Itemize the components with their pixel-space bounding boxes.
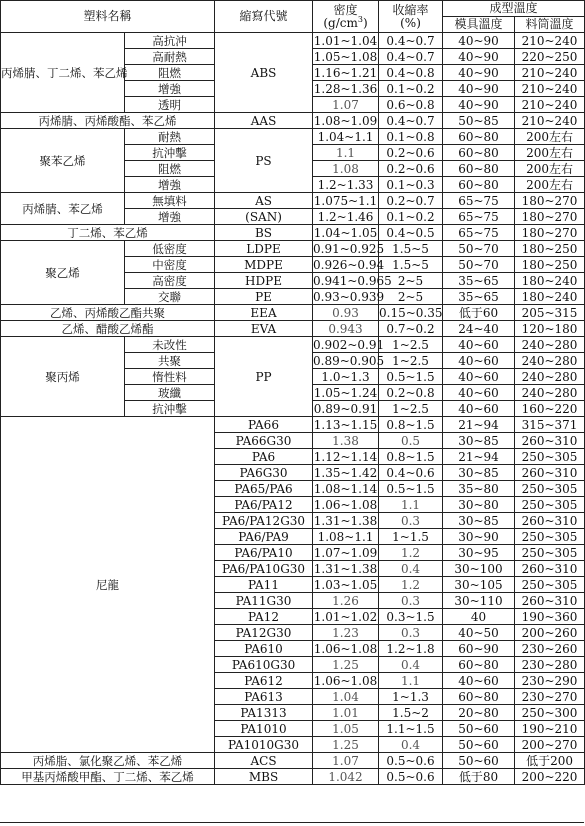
- density-value: 1.06~1.08: [313, 497, 378, 512]
- barrel-temperature: 250~305: [515, 481, 585, 497]
- shrinkage-value: 0.5~1.5: [379, 481, 443, 497]
- plastic-grade: 增強: [125, 209, 215, 225]
- shrinkage-value: 1.1: [379, 497, 443, 513]
- barrel-temperature: 190~360: [515, 609, 585, 625]
- plastic-name: 丙烯腈、丙烯酸酯、苯乙烯: [1, 113, 215, 129]
- mold-temperature: 40~60: [443, 353, 515, 369]
- barrel-temperature: 250~305: [515, 577, 585, 593]
- header-density-unit-pre: (g/cm: [323, 15, 358, 30]
- header-barrel-temp: 料筒溫度: [515, 17, 585, 33]
- plastic-grade: 高耐熱: [125, 49, 215, 65]
- density-value: 1.0~1.3: [313, 369, 379, 385]
- abbreviation-code: PA6/PA10: [215, 545, 313, 561]
- density-value: 1.04: [313, 689, 379, 705]
- shrinkage-value: 0.5~1.5: [379, 369, 443, 385]
- plastic-grade: 增強: [125, 81, 215, 97]
- density-value: 0.941~0.965: [313, 273, 392, 288]
- abbreviation-code: ABS: [215, 33, 313, 113]
- abbreviation-code: PA6/PA12G30: [215, 513, 313, 529]
- plastic-grade: 增強: [125, 177, 215, 193]
- shrinkage-value: 0.7~0.2: [379, 321, 443, 337]
- plastic-grade: 低密度: [125, 241, 215, 257]
- shrinkage-value: 0.4~0.5: [379, 225, 443, 241]
- mold-temperature: 20~80: [443, 705, 515, 721]
- header-density: [313, 1, 379, 33]
- barrel-temperature: 315~371: [515, 417, 585, 433]
- table-row: [1, 225, 585, 241]
- shrinkage-value: 1~2.5: [379, 353, 443, 369]
- plastic-grade: 無填料: [125, 193, 215, 209]
- density-value: 1.26: [313, 593, 379, 609]
- mold-temperature: 50~60: [443, 737, 515, 753]
- abbreviation-code: PA612: [215, 673, 313, 689]
- plastic-name: 乙烯、醋酸乙烯酯: [1, 321, 215, 337]
- header-density-title: 密度: [333, 2, 358, 17]
- plastic-group: 丙烯腈、丁二烯、苯乙烯: [1, 33, 125, 113]
- density-value: 1.2~1.46: [313, 209, 379, 225]
- density-value: 0.89~0.91: [313, 401, 378, 416]
- plastic-group: 聚乙烯: [1, 241, 125, 305]
- plastic-grade: 抗沖擊: [125, 145, 215, 161]
- mold-temperature: 60~80: [443, 177, 515, 193]
- barrel-temperature: 180~270: [515, 225, 585, 241]
- shrinkage-value: 0.3: [379, 593, 443, 609]
- density-value: 1.01~1.02: [313, 609, 378, 624]
- mold-temperature: 40~90: [443, 81, 515, 97]
- mold-temperature: 30~85: [443, 465, 515, 481]
- shrinkage-value: 0.3~1.5: [379, 609, 443, 625]
- density-value: 1.16~1.21: [313, 65, 378, 80]
- barrel-temperature: 200左右: [515, 177, 585, 193]
- shrinkage-value: 0.4~0.7: [379, 113, 443, 129]
- density-value: 1.12~1.14: [313, 449, 378, 464]
- barrel-temperature: 180~270: [515, 209, 585, 225]
- mold-temperature: 65~75: [443, 209, 515, 225]
- density-value: 1.07: [313, 97, 379, 113]
- plastic-grade: 中密度: [125, 257, 215, 273]
- density-value: 1.31~1.38: [313, 513, 378, 528]
- plastic-name: 乙烯、丙烯酸乙酯共聚: [1, 305, 215, 321]
- density-value: 0.943: [313, 321, 379, 337]
- shrinkage-value: 0.2~0.8: [379, 385, 443, 401]
- shrinkage-value: 1~1.3: [379, 689, 443, 705]
- barrel-temperature: 210~240: [515, 97, 585, 113]
- header-mold-temp: 模具溫度: [443, 17, 515, 33]
- density-value: 1.1: [313, 145, 379, 161]
- abbreviation-code: EEA: [215, 305, 313, 321]
- shrinkage-value: 1.5~5: [379, 241, 443, 257]
- mold-temperature: 40~50: [443, 625, 515, 641]
- abbreviation-code: ACS: [215, 753, 313, 769]
- barrel-temperature: 260~310: [515, 561, 585, 577]
- density-value: 1.28~1.36: [313, 81, 378, 96]
- shrinkage-value: 0.8~1.5: [379, 449, 443, 465]
- density-value: 1.07: [313, 753, 379, 769]
- density-value: 1.25: [313, 737, 379, 753]
- abbreviation-code: MBS: [215, 769, 313, 785]
- barrel-temperature: 230~260: [515, 641, 585, 657]
- shrinkage-value: 0.3: [379, 513, 443, 529]
- barrel-temperature: 240~280: [515, 385, 585, 401]
- shrinkage-value: 0.1~0.2: [379, 209, 443, 225]
- shrinkage-value: 0.8~1.5: [379, 417, 443, 433]
- plastic-group: 聚丙烯: [1, 337, 125, 417]
- abbreviation-code: PA6: [215, 449, 313, 465]
- barrel-temperature: 230~280: [515, 657, 585, 673]
- abbreviation-code: PA11G30: [215, 593, 313, 609]
- mold-temperature: 30~85: [443, 433, 515, 449]
- barrel-temperature: 210~240: [515, 81, 585, 97]
- mold-temperature: 40~90: [443, 33, 515, 49]
- abbreviation-code: PA6/PA9: [215, 529, 313, 545]
- barrel-temperature: 200~260: [515, 625, 585, 641]
- abbreviation-code: PA613: [215, 689, 313, 705]
- mold-temperature: 35~65: [443, 273, 515, 289]
- shrinkage-value: 0.4: [379, 561, 443, 577]
- mold-temperature: 40~90: [443, 49, 515, 65]
- barrel-temperature: 250~300: [515, 705, 585, 721]
- shrinkage-value: 0.4~0.7: [379, 33, 443, 49]
- mold-temperature: 60~90: [443, 641, 515, 657]
- density-value: 1.2~1.33: [313, 177, 379, 193]
- mold-temperature: 50~85: [443, 113, 515, 129]
- plastic-grade: 抗沖擊: [125, 401, 215, 417]
- shrinkage-value: 1~1.5: [379, 529, 443, 545]
- shrinkage-value: 0.4~0.8: [379, 65, 443, 81]
- density-value: 1.042: [313, 769, 379, 785]
- barrel-temperature: 250~305: [515, 529, 585, 545]
- shrinkage-value: 0.4~0.7: [379, 49, 443, 65]
- plastic-grade: 高密度: [125, 273, 215, 289]
- barrel-temperature: 240~280: [515, 353, 585, 369]
- header-density-unit-post: ): [362, 15, 368, 30]
- table-row: [1, 321, 585, 337]
- mold-temperature: 60~80: [443, 145, 515, 161]
- mold-temperature: 65~75: [443, 225, 515, 241]
- density-value: 0.926~0.94: [313, 257, 385, 272]
- mold-temperature: 30~110: [443, 593, 515, 609]
- abbreviation-code: PP: [215, 337, 313, 417]
- plastic-group: 丙烯腈、苯乙烯: [1, 193, 125, 225]
- shrinkage-value: 0.1~0.2: [379, 81, 443, 97]
- density-value: 1.06~1.08: [313, 641, 378, 656]
- density-value: 1.25: [313, 657, 379, 673]
- mold-temperature: 50~70: [443, 257, 515, 273]
- density-value: 1.07~1.09: [313, 545, 378, 560]
- mold-temperature: 24~40: [443, 321, 515, 337]
- shrinkage-value: 0.2~0.7: [379, 193, 443, 209]
- density-value: 1.05: [313, 721, 379, 737]
- mold-temperature: 35~80: [443, 481, 515, 497]
- density-value: 1.13~1.15: [313, 417, 378, 432]
- plastic-grade: 阻燃: [125, 65, 215, 81]
- header-molding: 成型溫度: [443, 1, 585, 17]
- abbreviation-code: EVA: [215, 321, 313, 337]
- density-value: 1.01~1.04: [313, 33, 378, 48]
- shrinkage-value: 1.2: [379, 545, 443, 561]
- barrel-temperature: 200左右: [515, 161, 585, 177]
- abbreviation-code: PA12G30: [215, 625, 313, 641]
- mold-temperature: 40~60: [443, 401, 515, 417]
- plastic-grade: 阻燃: [125, 161, 215, 177]
- table-row: [1, 769, 585, 785]
- shrinkage-value: 0.15~0.35: [379, 305, 443, 320]
- shrinkage-value: 1~2.5: [379, 337, 443, 353]
- abbreviation-code: PA1313: [215, 705, 313, 721]
- mold-temperature: 30~85: [443, 513, 515, 529]
- shrinkage-value: 1.2~1.8: [379, 641, 443, 657]
- table-row: [1, 417, 585, 433]
- header-name: 塑料名稱: [1, 1, 215, 33]
- shrinkage-value: 0.1~0.3: [379, 177, 443, 193]
- abbreviation-code: PA6/PA12: [215, 497, 313, 513]
- density-value: 1.08: [313, 161, 379, 177]
- abbreviation-code: PA65/PA6: [215, 481, 313, 497]
- density-value: 1.38: [313, 433, 379, 449]
- mold-temperature: 40~90: [443, 97, 515, 113]
- abbreviation-code: PA610: [215, 641, 313, 657]
- abbreviation-code: PA66G30: [215, 433, 313, 449]
- mold-temperature: 40~60: [443, 337, 515, 353]
- shrinkage-value: 1.1~1.5: [379, 721, 443, 737]
- table-row: [1, 305, 585, 321]
- barrel-temperature: 260~310: [515, 593, 585, 609]
- density-value: 1.01: [313, 705, 379, 721]
- density-value: 1.23: [313, 625, 379, 641]
- table-row: [1, 241, 585, 257]
- barrel-temperature: 200~220: [515, 769, 585, 785]
- plastic-grade: 耐熱: [125, 129, 215, 145]
- mold-temperature: 低于60: [443, 305, 515, 321]
- plastic-grade: 惰性料: [125, 369, 215, 385]
- mold-temperature: 60~80: [443, 657, 515, 673]
- table-row: [1, 113, 585, 129]
- shrinkage-value: 0.2~0.6: [379, 145, 443, 161]
- barrel-temperature: 200左右: [515, 145, 585, 161]
- shrinkage-value: 2~5: [379, 273, 443, 289]
- barrel-temperature: 205~315: [515, 305, 585, 321]
- barrel-temperature: 240~280: [515, 369, 585, 385]
- abbreviation-code: PA1010: [215, 721, 313, 737]
- bottom-rule: [0, 822, 584, 823]
- table-row: [1, 337, 585, 353]
- barrel-temperature: 210~240: [515, 65, 585, 81]
- mold-temperature: 40~60: [443, 385, 515, 401]
- mold-temperature: 21~94: [443, 449, 515, 465]
- barrel-temperature: 120~180: [515, 321, 585, 337]
- header-shrink-title: 收縮率: [392, 2, 429, 17]
- plastic-grade: 高抗沖: [125, 33, 215, 49]
- mold-temperature: 60~80: [443, 689, 515, 705]
- density-value: 1.04~1.1: [313, 129, 379, 145]
- table-row: [1, 33, 585, 49]
- mold-temperature: 40~60: [443, 673, 515, 689]
- density-value: 1.08~1.09: [313, 113, 378, 128]
- density-value: 0.93~0.939: [313, 289, 385, 304]
- abbreviation-code: PS: [215, 129, 313, 193]
- mold-temperature: 40~60: [443, 369, 515, 385]
- plastic-grade: 共聚: [125, 353, 215, 369]
- plastic-name: 丁二烯、苯乙烯: [1, 225, 215, 241]
- density-value: 1.08~1.14: [313, 481, 378, 496]
- mold-temperature: 40: [443, 609, 515, 625]
- abbreviation-code: (SAN): [215, 209, 313, 225]
- barrel-temperature: 260~310: [515, 465, 585, 481]
- mold-temperature: 低于80: [443, 769, 515, 785]
- shrinkage-value: 0.3: [379, 625, 443, 641]
- barrel-temperature: 260~310: [515, 433, 585, 449]
- shrinkage-value: 0.5~0.6: [379, 753, 443, 769]
- plastic-name: 丙烯脂、氯化聚乙烯、苯乙烯: [1, 753, 215, 769]
- plastic-grade: 交聯: [125, 289, 215, 305]
- density-value: 1.05~1.24: [313, 385, 378, 400]
- density-value: 1.35~1.42: [313, 465, 378, 480]
- header-row-1: [1, 1, 585, 17]
- shrinkage-value: 1.1: [379, 673, 443, 689]
- density-value: 1.31~1.38: [313, 561, 378, 576]
- barrel-temperature: 220~250: [515, 49, 585, 65]
- mold-temperature: 30~100: [443, 561, 515, 577]
- shrinkage-value: 0.6~0.8: [379, 97, 443, 113]
- density-value: 1.03~1.05: [313, 577, 378, 592]
- abbreviation-code: AS: [215, 193, 313, 209]
- shrinkage-value: 0.4: [379, 657, 443, 673]
- barrel-temperature: 低于200: [515, 753, 585, 769]
- mold-temperature: 30~95: [443, 545, 515, 561]
- barrel-temperature: 200~270: [515, 737, 585, 753]
- table-body: [1, 1, 585, 785]
- shrinkage-value: 1~2.5: [379, 401, 443, 417]
- abbreviation-code: PA6G30: [215, 465, 313, 481]
- barrel-temperature: 160~220: [515, 401, 585, 417]
- density-value: 1.04~1.05: [313, 225, 378, 240]
- mold-temperature: 30~80: [443, 497, 515, 513]
- density-value: 1.06~1.08: [313, 673, 378, 688]
- barrel-temperature: 210~240: [515, 113, 585, 129]
- abbreviation-code: BS: [215, 225, 313, 241]
- shrinkage-value: 1.5~2: [379, 705, 443, 721]
- density-value: 1.075~1.1: [313, 193, 378, 208]
- table-row: [1, 129, 585, 145]
- barrel-temperature: 230~270: [515, 689, 585, 705]
- density-value: 0.89~0.905: [313, 353, 385, 368]
- abbreviation-code: AAS: [215, 113, 313, 129]
- barrel-temperature: 180~250: [515, 257, 585, 273]
- barrel-temperature: 180~240: [515, 289, 585, 305]
- barrel-temperature: 200左右: [515, 129, 585, 145]
- barrel-temperature: 180~250: [515, 241, 585, 257]
- plastic-name: 甲基丙烯酸甲酯、丁二烯、苯乙烯: [1, 769, 215, 785]
- abbreviation-code: HDPE: [215, 273, 313, 289]
- shrinkage-value: 0.2~0.6: [379, 161, 443, 177]
- barrel-temperature: 250~305: [515, 545, 585, 561]
- abbreviation-code: PA66: [215, 417, 313, 433]
- density-value: 1.05~1.08: [313, 49, 378, 64]
- shrinkage-value: 0.1~0.8: [379, 129, 443, 145]
- abbreviation-code: PA12: [215, 609, 313, 625]
- barrel-temperature: 260~310: [515, 513, 585, 529]
- density-value: 0.93: [313, 305, 379, 321]
- abbreviation-code: LDPE: [215, 241, 313, 257]
- barrel-temperature: 250~305: [515, 449, 585, 465]
- mold-temperature: 50~70: [443, 241, 515, 257]
- plastic-grade: 透明: [125, 97, 215, 113]
- density-value: 1.08~1.1: [313, 529, 379, 545]
- barrel-temperature: 180~240: [515, 273, 585, 289]
- barrel-temperature: 180~270: [515, 193, 585, 209]
- barrel-temperature: 250~305: [515, 497, 585, 513]
- mold-temperature: 50~60: [443, 721, 515, 737]
- header-density-unit-sup: 3: [357, 14, 363, 24]
- barrel-temperature: 190~210: [515, 721, 585, 737]
- abbreviation-code: PA6/PA10G30: [215, 561, 313, 577]
- mold-temperature: 60~80: [443, 161, 515, 177]
- plastic-grade: 玻纖: [125, 385, 215, 401]
- plastic-group: 聚苯乙烯: [1, 129, 125, 193]
- mold-temperature: 35~65: [443, 289, 515, 305]
- plastic-group: 尼龍: [1, 417, 215, 753]
- mold-temperature: 65~75: [443, 193, 515, 209]
- table-row: [1, 193, 585, 209]
- barrel-temperature: 210~240: [515, 33, 585, 49]
- shrinkage-value: 0.4~0.6: [379, 465, 443, 481]
- mold-temperature: 30~90: [443, 529, 515, 545]
- mold-temperature: 30~105: [443, 577, 515, 593]
- abbreviation-code: PA610G30: [215, 657, 313, 673]
- shrinkage-value: 0.5: [379, 433, 443, 449]
- abbreviation-code: PA1010G30: [215, 737, 313, 753]
- mold-temperature: 50~60: [443, 753, 515, 769]
- shrinkage-value: 1.2: [379, 577, 443, 593]
- mold-temperature: 40~90: [443, 65, 515, 81]
- abbreviation-code: PE: [215, 289, 313, 305]
- table-row: [1, 753, 585, 769]
- shrinkage-value: 1.5~5: [379, 257, 443, 273]
- density-value: 0.91~0.925: [313, 241, 385, 256]
- header-shrink-unit: (%): [400, 15, 421, 30]
- plastic-grade: 未改性: [125, 337, 215, 353]
- shrinkage-value: 2~5: [379, 289, 443, 305]
- header-shrink: [379, 1, 443, 33]
- abbreviation-code: MDPE: [215, 257, 313, 273]
- shrinkage-value: 0.4: [379, 737, 443, 753]
- shrinkage-value: 0.5~0.6: [379, 769, 443, 785]
- density-value: 0.902~0.91: [313, 337, 385, 352]
- mold-temperature: 21~94: [443, 417, 515, 433]
- barrel-temperature: 240~280: [515, 337, 585, 353]
- abbreviation-code: PA11: [215, 577, 313, 593]
- header-code: 縮寫代號: [215, 1, 313, 33]
- mold-temperature: 60~80: [443, 129, 515, 145]
- barrel-temperature: 230~290: [515, 673, 585, 689]
